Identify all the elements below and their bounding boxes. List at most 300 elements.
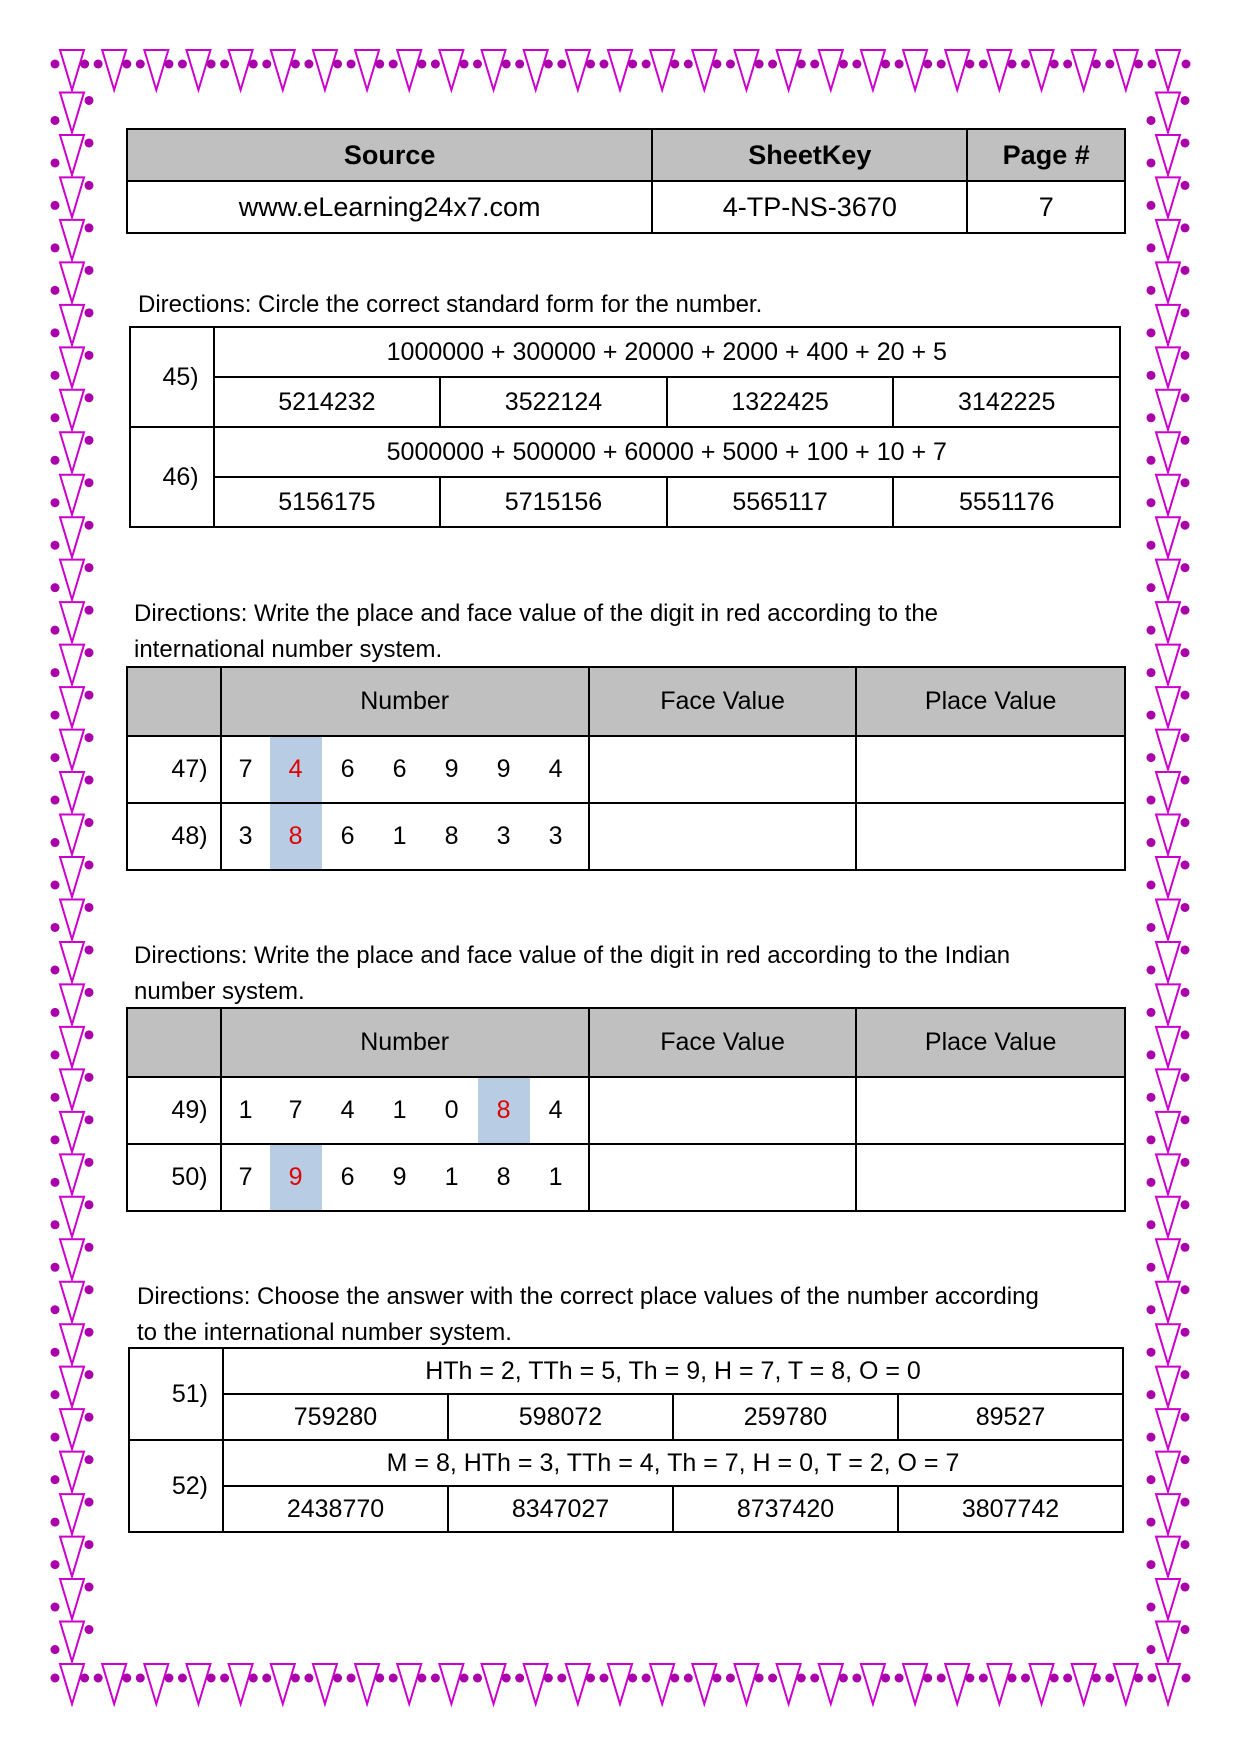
border-dot: [473, 1674, 482, 1683]
border-dot: [712, 1674, 721, 1683]
border-dot: [1092, 1674, 1101, 1683]
border-triangle: [861, 1664, 885, 1704]
border-triangle: [60, 432, 84, 472]
border-dot: [51, 116, 60, 125]
border-dot: [1147, 1560, 1156, 1569]
border-triangle: [1156, 772, 1180, 812]
border-triangle: [1114, 1664, 1138, 1704]
answer-option[interactable]: 5214232: [214, 377, 441, 427]
border-triangle: [819, 50, 843, 90]
border-dot: [1181, 1540, 1190, 1549]
border-dot: [1134, 60, 1143, 69]
border-triangle: [1156, 1069, 1180, 1109]
border-dot: [670, 1674, 679, 1683]
directions-line: international number system.: [134, 636, 443, 663]
border-dot: [923, 60, 932, 69]
answer-option[interactable]: 8737420: [673, 1486, 898, 1532]
border-dot: [51, 1178, 60, 1187]
border-triangle: [1030, 1664, 1054, 1704]
border-dot: [51, 1645, 60, 1654]
border-dot: [220, 60, 229, 69]
border-dot: [85, 988, 94, 997]
border-triangle: [397, 50, 421, 90]
border-dot: [304, 60, 313, 69]
border-dot: [1147, 1603, 1156, 1612]
border-triangle: [144, 1664, 168, 1704]
border-triangle: [60, 645, 84, 685]
border-dot: [1181, 223, 1190, 232]
border-dot: [85, 1030, 94, 1039]
border-dot: [642, 1674, 651, 1683]
border-dot: [1181, 648, 1190, 657]
border-triangle: [60, 1027, 84, 1067]
answer-option[interactable]: 3142225: [893, 377, 1120, 427]
border-dot: [1147, 286, 1156, 295]
border-triangle: [524, 50, 548, 90]
border-dot: [895, 1674, 904, 1683]
place-values-choice-table: [128, 1347, 1124, 1533]
border-dot: [1181, 351, 1190, 360]
border-triangle: [1156, 1027, 1180, 1067]
border-dot: [85, 776, 94, 785]
border-triangle: [60, 1324, 84, 1364]
border-triangle: [650, 1664, 674, 1704]
border-triangle: [144, 50, 168, 90]
digit: 4: [340, 1096, 355, 1124]
border-triangle: [1156, 50, 1180, 90]
border-dot: [207, 60, 216, 69]
border-dot: [1182, 1674, 1191, 1683]
expanded-form: 1000000 + 300000 + 20000 + 2000 + 400 + 20 + 5: [214, 327, 1120, 377]
border-dot: [85, 691, 94, 700]
border-dot: [85, 1073, 94, 1082]
border-triangle: [60, 1494, 84, 1534]
place-value-answer-cell[interactable]: [856, 1077, 1125, 1144]
answer-option[interactable]: 1322425: [667, 377, 894, 427]
border-triangle: [1072, 50, 1096, 90]
border-dot: [1181, 181, 1190, 190]
border-dot: [85, 1455, 94, 1464]
border-triangle: [229, 1664, 253, 1704]
border-dot: [1147, 1475, 1156, 1484]
border-dot: [599, 60, 608, 69]
border-dot: [85, 1370, 94, 1379]
directions-standard-form: Directions: Circle the correct standard form for the number.: [138, 291, 763, 318]
border-triangle: [60, 1239, 84, 1279]
place-value-expression: M = 8, HTh = 3, TTh = 4, Th = 7, H = 0, T = 2, O = 7: [223, 1440, 1123, 1486]
border-dot: [51, 711, 60, 720]
border-triangle: [355, 50, 379, 90]
number-digits: [222, 1145, 588, 1210]
border-triangle: [903, 50, 927, 90]
border-dot: [1105, 60, 1114, 69]
answer-option[interactable]: 759280: [223, 1394, 448, 1440]
border-dot: [51, 1305, 60, 1314]
border-dot: [1147, 668, 1156, 677]
border-dot: [178, 60, 187, 69]
border-dot: [51, 201, 60, 210]
answer-option[interactable]: 5156175: [214, 477, 441, 527]
answer-option[interactable]: 598072: [448, 1394, 673, 1440]
border-triangle: [1156, 305, 1180, 345]
international-place-value-table: [126, 666, 1126, 871]
border-dot: [51, 541, 60, 550]
border-triangle: [1156, 1112, 1180, 1152]
place-value-answer-cell[interactable]: [856, 803, 1125, 870]
digit: 3: [238, 822, 253, 850]
digit: 1: [392, 822, 407, 850]
border-dot: [1181, 691, 1190, 700]
border-triangle: [60, 815, 84, 855]
border-dot: [586, 1674, 595, 1683]
border-dot: [85, 563, 94, 572]
header-source-label: Source: [127, 129, 652, 181]
border-dot: [249, 1674, 258, 1683]
digit: 3: [496, 822, 511, 850]
border-dot: [726, 1674, 735, 1683]
border-dot: [1147, 583, 1156, 592]
directions-indian: [134, 938, 1010, 1010]
border-dot: [51, 60, 60, 69]
border-dot: [85, 1115, 94, 1124]
digit: 7: [238, 1163, 253, 1191]
border-dot: [51, 881, 60, 890]
border-triangle: [1156, 1409, 1180, 1449]
border-triangle: [60, 390, 84, 430]
border-triangle: [60, 1367, 84, 1407]
border-triangle: [987, 50, 1011, 90]
border-triangle: [355, 1664, 379, 1704]
border-dot: [51, 1263, 60, 1272]
border-triangle: [1156, 1452, 1180, 1492]
border-triangle: [1156, 1324, 1180, 1364]
border-dot: [839, 1674, 848, 1683]
number-digits: [222, 737, 588, 802]
place-value-answer-cell[interactable]: [856, 736, 1125, 803]
border-dot: [557, 1674, 566, 1683]
border-dot: [1181, 818, 1190, 827]
border-triangle: [60, 1452, 84, 1492]
border-dot: [51, 456, 60, 465]
border-dot: [1092, 60, 1101, 69]
digit: 1: [548, 1163, 563, 1191]
question-number: 48): [127, 803, 221, 870]
border-triangle: [1156, 177, 1180, 217]
border-triangle: [1156, 730, 1180, 770]
border-triangle: [60, 177, 84, 217]
border-dot: [85, 733, 94, 742]
border-dot: [51, 286, 60, 295]
digit: 6: [340, 1163, 355, 1191]
answer-option[interactable]: 89527: [898, 1394, 1123, 1440]
border-dot: [1147, 796, 1156, 805]
border-triangle: [1072, 1664, 1096, 1704]
digit: 6: [392, 755, 407, 783]
border-dot: [557, 60, 566, 69]
question-number: 47): [127, 736, 221, 803]
border-dot: [1147, 201, 1156, 210]
border-triangle: [1156, 135, 1180, 175]
border-dot: [965, 1674, 974, 1683]
number-header: Number: [221, 1008, 589, 1077]
border-triangle: [1156, 517, 1180, 557]
border-dot: [291, 1674, 300, 1683]
border-dot: [1181, 308, 1190, 317]
face-value-answer-cell[interactable]: [589, 736, 857, 803]
border-triangle: [1156, 1367, 1180, 1407]
border-dot: [1063, 1674, 1072, 1683]
border-dot: [1181, 1073, 1190, 1082]
border-dot: [1147, 413, 1156, 422]
border-dot: [1181, 436, 1190, 445]
border-dot: [1105, 1674, 1114, 1683]
border-dot: [473, 60, 482, 69]
border-triangle: [945, 1664, 969, 1704]
face-value-header: Face Value: [589, 1008, 857, 1077]
border-dot: [1181, 1285, 1190, 1294]
border-triangle: [60, 305, 84, 345]
border-triangle: [1156, 432, 1180, 472]
border-dot: [51, 1135, 60, 1144]
border-triangle: [1114, 50, 1138, 90]
border-dot: [85, 96, 94, 105]
question-number: 49): [127, 1077, 221, 1144]
border-dot: [515, 1674, 524, 1683]
border-triangle: [439, 1664, 463, 1704]
border-dot: [85, 138, 94, 147]
border-triangle: [60, 1112, 84, 1152]
number-digits: [222, 1078, 588, 1143]
border-triangle: [313, 50, 337, 90]
answer-option[interactable]: 2438770: [223, 1486, 448, 1532]
border-dot: [1147, 1433, 1156, 1442]
border-dot: [1147, 1263, 1156, 1272]
border-dot: [1147, 626, 1156, 635]
page-number-value: 7: [967, 181, 1125, 233]
border-triangle: [229, 50, 253, 90]
place-value-answer-cell[interactable]: [856, 1144, 1125, 1211]
border-dot: [979, 1674, 988, 1683]
border-triangle: [60, 1154, 84, 1194]
directions-place-values: [137, 1279, 1039, 1351]
border-dot: [85, 1625, 94, 1634]
border-triangle: [1156, 347, 1180, 387]
border-dot: [85, 1200, 94, 1209]
border-dot: [965, 60, 974, 69]
border-triangle: [60, 475, 84, 515]
question-number: 52): [129, 1440, 223, 1532]
border-dot: [51, 1475, 60, 1484]
directions-line: Directions: Choose the answer with the correct place values of the number according: [137, 1283, 1039, 1310]
border-dot: [417, 60, 426, 69]
border-dot: [1147, 1305, 1156, 1314]
border-dot: [1181, 1625, 1190, 1634]
border-dot: [1181, 733, 1190, 742]
border-triangle: [1156, 220, 1180, 260]
border-dot: [249, 60, 258, 69]
border-dot: [1147, 456, 1156, 465]
border-dot: [85, 861, 94, 870]
border-dot: [544, 1674, 553, 1683]
border-triangle: [60, 50, 84, 90]
border-dot: [881, 60, 890, 69]
face-value-answer-cell[interactable]: [589, 1144, 857, 1211]
border-dot: [85, 478, 94, 487]
border-dot: [85, 223, 94, 232]
border-dot: [51, 838, 60, 847]
border-triangle: [60, 772, 84, 812]
face-value-answer-cell[interactable]: [589, 1077, 857, 1144]
digit: 6: [340, 822, 355, 850]
face-value-answer-cell[interactable]: [589, 803, 857, 870]
border-triangle: [60, 517, 84, 557]
border-triangle: [60, 687, 84, 727]
border-dot: [80, 60, 89, 69]
border-triangle: [271, 1664, 295, 1704]
border-triangle: [524, 1664, 548, 1704]
border-dot: [755, 1674, 764, 1683]
border-dot: [51, 371, 60, 380]
border-dot: [51, 1050, 60, 1059]
border-dot: [895, 60, 904, 69]
answer-option[interactable]: 5565117: [667, 477, 894, 527]
border-triangle: [692, 50, 716, 90]
border-dot: [85, 436, 94, 445]
border-dot: [1147, 541, 1156, 550]
highlighted-digit: 9: [270, 1145, 322, 1210]
answer-option[interactable]: 3522124: [440, 377, 667, 427]
border-dot: [1181, 1370, 1190, 1379]
border-dot: [85, 1158, 94, 1167]
border-dot: [85, 903, 94, 912]
border-dot: [1147, 1674, 1156, 1683]
answer-option[interactable]: 3807742: [898, 1486, 1123, 1532]
border-dot: [85, 1540, 94, 1549]
border-dot: [1181, 1158, 1190, 1167]
border-triangle: [777, 1664, 801, 1704]
answer-option[interactable]: 5715156: [440, 477, 667, 527]
border-triangle: [60, 220, 84, 260]
indian-place-value-table: [126, 1007, 1126, 1212]
border-dot: [1147, 1390, 1156, 1399]
border-dot: [51, 1603, 60, 1612]
border-dot: [670, 60, 679, 69]
border-dot: [1147, 1348, 1156, 1357]
border-dot: [51, 1518, 60, 1527]
border-dot: [85, 648, 94, 657]
border-dot: [51, 796, 60, 805]
answer-option[interactable]: 259780: [673, 1394, 898, 1440]
border-dot: [684, 1674, 693, 1683]
border-dot: [304, 1674, 313, 1683]
border-dot: [628, 1674, 637, 1683]
place-value-header: Place Value: [856, 667, 1125, 736]
border-triangle: [1030, 50, 1054, 90]
border-dot: [1147, 498, 1156, 507]
border-dot: [1147, 1178, 1156, 1187]
border-triangle: [734, 1664, 758, 1704]
border-triangle: [903, 1664, 927, 1704]
answer-option[interactable]: 8347027: [448, 1486, 673, 1532]
border-dot: [460, 1674, 469, 1683]
border-dot: [85, 1413, 94, 1422]
digit: 3: [548, 822, 563, 850]
border-triangle: [1156, 1494, 1180, 1534]
border-triangle: [734, 50, 758, 90]
border-triangle: [186, 50, 210, 90]
border-triangle: [1156, 942, 1180, 982]
digit: 4: [548, 755, 563, 783]
border-dot: [1181, 861, 1190, 870]
border-triangle: [313, 1664, 337, 1704]
border-dot: [1021, 1674, 1030, 1683]
border-dot: [1050, 1674, 1059, 1683]
digit: 1: [444, 1163, 459, 1191]
border-dot: [712, 60, 721, 69]
border-dot: [1181, 1200, 1190, 1209]
question-number: 50): [127, 1144, 221, 1211]
directions-line: number system.: [134, 978, 305, 1005]
border-dot: [1181, 1498, 1190, 1507]
border-dot: [1147, 1518, 1156, 1527]
border-dot: [51, 1008, 60, 1017]
border-dot: [51, 923, 60, 932]
border-dot: [85, 308, 94, 317]
border-dot: [1181, 1455, 1190, 1464]
border-dot: [51, 243, 60, 252]
border-dot: [1147, 711, 1156, 720]
border-dot: [347, 60, 356, 69]
question-number: 51): [129, 1348, 223, 1440]
border-dot: [333, 60, 342, 69]
border-dot: [207, 1674, 216, 1683]
border-dot: [515, 60, 524, 69]
border-triangle: [60, 1622, 84, 1662]
number-digits: [222, 804, 588, 869]
border-triangle: [1156, 1154, 1180, 1194]
border-triangle: [1156, 984, 1180, 1024]
border-dot: [347, 1674, 356, 1683]
border-dot: [810, 1674, 819, 1683]
answer-option[interactable]: 5551176: [893, 477, 1120, 527]
border-triangle: [1156, 1197, 1180, 1237]
border-dot: [431, 1674, 440, 1683]
border-triangle: [819, 1664, 843, 1704]
border-dot: [1063, 60, 1072, 69]
border-triangle: [1156, 262, 1180, 302]
digit: 6: [340, 755, 355, 783]
border-triangle: [608, 50, 632, 90]
border-dot: [502, 1674, 511, 1683]
border-dot: [1134, 1674, 1143, 1683]
digit: 7: [288, 1096, 303, 1124]
border-dot: [1181, 563, 1190, 572]
border-dot: [291, 60, 300, 69]
digit: 8: [496, 1163, 511, 1191]
border-dot: [51, 626, 60, 635]
number-header: Number: [221, 667, 589, 736]
border-triangle: [1156, 899, 1180, 939]
border-dot: [85, 393, 94, 402]
border-dot: [979, 60, 988, 69]
border-triangle: [60, 347, 84, 387]
border-dot: [1008, 60, 1017, 69]
border-dot: [852, 1674, 861, 1683]
border-dot: [1050, 60, 1059, 69]
border-triangle: [60, 135, 84, 175]
border-dot: [1147, 60, 1156, 69]
border-triangle: [60, 899, 84, 939]
